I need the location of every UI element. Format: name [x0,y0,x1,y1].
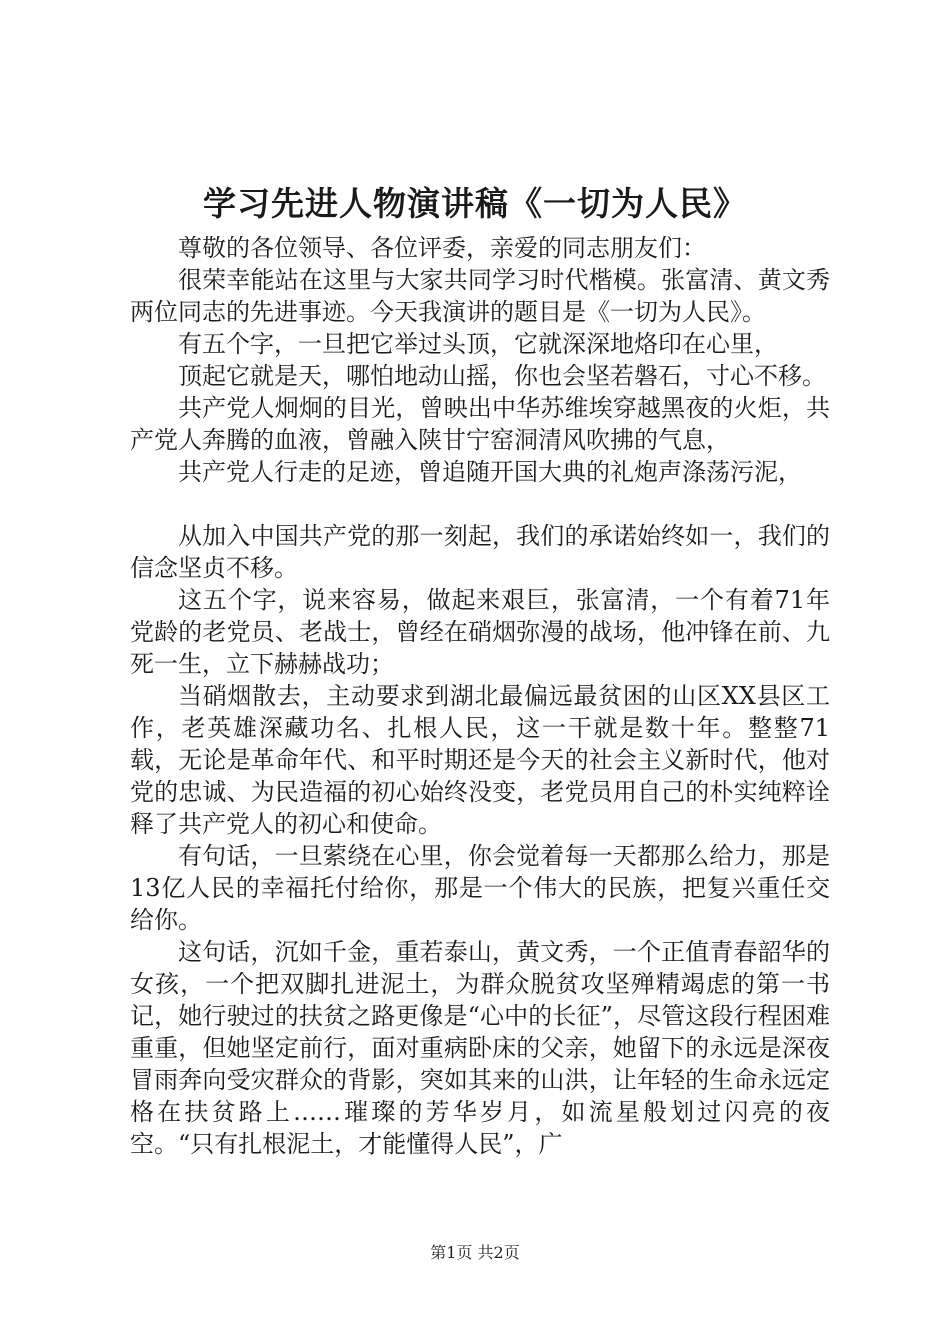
paragraph-greeting: 尊敬的各位领导、各位评委，亲爱的同志朋友们： [178,234,706,262]
paragraph-promise: 从加入中国共产党的那一刻起，我们的承诺始终如一，我们的信念坚贞不移。 [130,522,830,582]
document-title: 学习先进人物演讲稿《一切为人民》 [203,184,747,223]
paragraph-zhang-fuqing: 这五个字，说来容易，做起来艰巨，张富清，一个有着71年党龄的老党员、老战士，曾经在硝烟弥漫的战场，他冲锋在前、九死一生，立下赫赫战功； [130,586,830,678]
paragraph-huang-wenxiu: 这句话，沉如千金，重若泰山，黄文秀，一个正值青春韶华的女孩，一个把双脚扎进泥土，为群众脱贫攻坚殚精竭虑的第一书记，她行驶过的扶贫之路更像是“心中的长征”，尽管这段行程困难重重，但她坚定前行，面对重病卧床的父亲，她留下的永远是深夜冒雨奔向受灾群众的背影，突如其来的山洪，让年轻的生命永远定格在扶贫路上……璀璨的芳华岁月，如流星般划过闪亮的夜空。“只有扎根泥土，才能懂得人民”，广 [130,938,830,1158]
paragraph-five-words: 有五个字，一旦把它举过头顶，它就深深地烙印在心里， [178,330,778,358]
paragraph-zhang-service: 当硝烟散去，主动要求到湖北最偏远最贫困的山区XX县区工作，老英雄深藏功名、扎根人民，这一干就是数十年。整整71载，无论是革命年代、和平时期还是今天的社会主义新时代，他对党的忠诚、为民造福的初心始终没变，老党员用自己的朴实纯粹诠释了共产党人的初心和使命。 [130,682,830,838]
page-footer: 第1页 共2页 [430,1243,520,1262]
paragraph-saying: 有句话，一旦萦绕在心里，你会觉着每一天都那么给力，那是13亿人民的幸福托付给你，那是一个伟大的民族，把复兴重任交给你。 [130,842,830,934]
paragraph-intro: 很荣幸能站在这里与大家共同学习时代楷模。张富清、黄文秀两位同志的先进事迹。今天我演讲的题目是《一切为人民》。 [130,266,830,326]
paragraph-sky: 顶起它就是天，哪怕地动山摇，你也会坚若磐石，寸心不移。 [178,362,826,390]
paragraph-footsteps: 共产党人行走的足迹，曾追随开国大典的礼炮声涤荡污泥， [178,458,802,486]
paragraph-eyes-blood: 共产党人炯炯的目光，曾映出中华苏维埃穿越黑夜的火炬，共产党人奔腾的血液，曾融入陕甘宁窑洞清风吹拂的气息， [130,394,830,454]
document-body [130,232,830,1160]
